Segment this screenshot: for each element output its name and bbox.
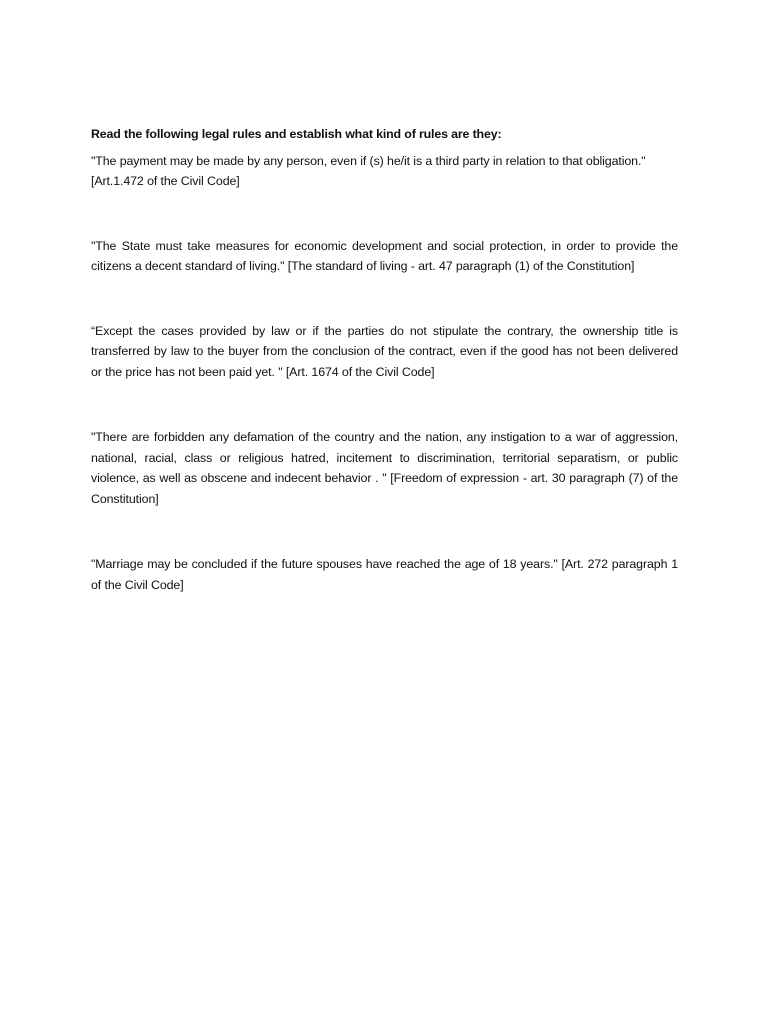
legal-rule-payment — [91, 151, 678, 192]
legal-rule-payment-text: "The payment may be made by any person, even if (s) he/it is a third party in relation to that obligation." — [91, 153, 646, 168]
legal-rule-standard-of-living: "The State must take measures for economic development and social protection, in order to provide the citizens a decent standard of living." [The standard of living - art. 47 paragraph (1) of the Constitution] — [91, 238, 678, 273]
legal-rule-payment-citation: [Art.1.472 of the Civil Code] — [91, 174, 240, 188]
document-body — [91, 124, 678, 595]
legal-rule-freedom-of-expression: "There are forbidden any defamation of the country and the nation, any instigation to a war of aggression, national, racial, class or religious hatred, incitement to discrimination, territorial separatism, or public violence, as well as obscene and indecent behavior . " [Freedom of expression - art. 30 paragraph (7) of the Constitution] — [91, 430, 678, 506]
legal-rule-marriage-age: "Marriage may be concluded if the future spouses have reached the age of 18 years." [Art. 272 paragraph 1 of the Civil Code] — [91, 557, 678, 592]
instruction-heading: Read the following legal rules and establish what kind of rules are they: — [91, 127, 502, 141]
legal-rule-ownership-transfer: “Except the cases provided by law or if the parties do not stipulate the contrary, the ownership title is transferred by law to the buyer from the conclusion of the contract, even if the good has not been delivered or the price has not been paid yet. " [Art. 1674 of the Civil Code] — [91, 323, 678, 379]
